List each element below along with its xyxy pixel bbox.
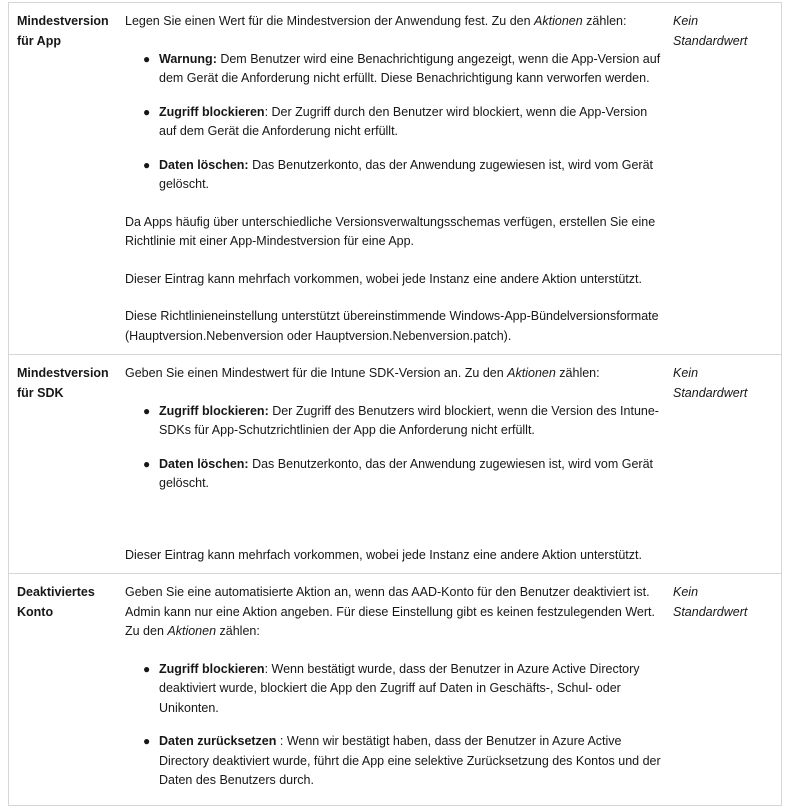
action-text: Das Benutzerkonto, das der Anwendung zugewiesen ist, wird vom Gerät gelöscht. — [159, 456, 653, 490]
action-text: : Wenn bestätigt wurde, dass der Benutzer in Azure Active Directory deaktiviert wurde, blockiert die App den Zugriff auf Daten in Geschäfts-, Schul- oder Unikonten. — [159, 661, 640, 715]
list-item — [143, 50, 661, 89]
intro-text: zählen: — [582, 14, 627, 28]
bullet-icon: ● — [143, 157, 151, 172]
intro-emphasis: Aktionen — [167, 624, 217, 638]
action-list — [125, 660, 661, 791]
action-term: Zugriff blockieren — [159, 661, 265, 676]
bullet-icon: ● — [143, 456, 151, 471]
description-paragraph: Dieser Eintrag kann mehrfach vorkommen, wobei jede Instanz eine andere Aktion unterstützt. — [125, 547, 642, 562]
action-term: Daten löschen: — [159, 157, 249, 172]
action-text: : Wenn wir bestätigt haben, dass der Benutzer in Azure Active Directory deaktiviert wurde, führt die App eine selektive Zurücksetzung des Kontos und der Daten des Benutzers durch. — [159, 734, 661, 787]
setting-name: Mindestversion für App — [9, 3, 116, 355]
intro-text: zählen: — [216, 624, 260, 638]
bullet-icon: ● — [143, 661, 151, 676]
description-intro — [125, 583, 661, 642]
list-item — [143, 732, 661, 791]
description-paragraph: Dieser Eintrag kann mehrfach vorkommen, wobei jede Instanz eine andere Aktion unterstützt. — [125, 271, 642, 286]
setting-name: Deaktiviertes Konto — [9, 574, 116, 806]
bullet-icon: ● — [143, 104, 151, 119]
description-paragraph: Diese Richtlinieneinstellung unterstützt übereinstimmende Windows-App-Bündelversionsformate (Hauptversion.Nebenversion oder Hauptversion.Nebenversion.patch). — [125, 309, 659, 343]
action-term: Zugriff blockieren: — [159, 403, 269, 418]
description-intro — [125, 364, 661, 384]
list-item — [143, 156, 661, 195]
setting-name: Mindestversion für SDK — [9, 355, 116, 574]
action-text: Das Benutzerkonto, das der Anwendung zugewiesen ist, wird vom Gerät gelöscht. — [159, 157, 653, 191]
setting-description — [115, 355, 667, 574]
intro-text: Geben Sie einen Mindestwert für die Intune SDK-Version an. Zu den — [125, 366, 508, 380]
bullet-icon: ● — [143, 403, 151, 418]
intro-text: Geben Sie eine automatisierte Aktion an, wenn das AAD-Konto für den Benutzer deaktiviert ist. Admin kann nur eine Aktion angeben. Für diese Einstellung gibt es keinen festzulegenden Wert. Zu den — [125, 585, 655, 638]
intro-emphasis: Aktionen — [534, 14, 583, 28]
action-text: Der Zugriff des Benutzers wird blockiert, wenn die Version des Intune-SDKs für App-Schutzrichtlinien der App die Anforderung nicht erfüllt. — [159, 403, 659, 437]
setting-default: Kein Standardwert — [667, 355, 782, 574]
list-item — [143, 455, 661, 494]
list-item — [143, 103, 661, 142]
description-paragraph: Da Apps häufig über unterschiedliche Versionsverwaltungsschemas verfügen, erstellen Sie eine Richtlinie mit einer App-Mindestversion für eine App. — [125, 214, 656, 248]
action-list — [125, 50, 661, 195]
bullet-icon: ● — [143, 51, 151, 66]
action-term: Warnung: — [159, 51, 217, 66]
intro-emphasis: Aktionen — [507, 366, 556, 380]
bullet-icon: ● — [143, 734, 151, 748]
action-text: : Der Zugriff durch den Benutzer wird blockiert, wenn die App-Version auf dem Gerät die Anforderung nicht erfüllt. — [159, 104, 648, 138]
setting-default: Kein Standardwert — [667, 3, 782, 355]
spacer — [125, 512, 661, 546]
intro-text: Legen Sie einen Wert für die Mindestversion der Anwendung fest. Zu den — [125, 14, 535, 28]
description-intro — [125, 12, 661, 32]
setting-description — [115, 3, 667, 355]
action-list — [125, 402, 661, 494]
list-item — [143, 660, 661, 719]
setting-default: Kein Standardwert — [667, 574, 782, 806]
settings-table — [8, 2, 782, 806]
table-row — [9, 3, 782, 355]
table-row — [9, 574, 782, 806]
action-text: Dem Benutzer wird eine Benachrichtigung angezeigt, wenn die App-Version auf dem Gerät die Anforderung nicht erfüllt. Diese Benachrichtigung kann verworfen werden. — [159, 51, 661, 85]
intro-text: zählen: — [555, 366, 600, 380]
action-term: Zugriff blockieren — [159, 104, 265, 119]
table-row — [9, 355, 782, 574]
action-term: Daten zurücksetzen — [159, 734, 277, 748]
setting-description — [115, 574, 667, 806]
action-term: Daten löschen: — [159, 456, 249, 471]
list-item — [143, 402, 661, 441]
